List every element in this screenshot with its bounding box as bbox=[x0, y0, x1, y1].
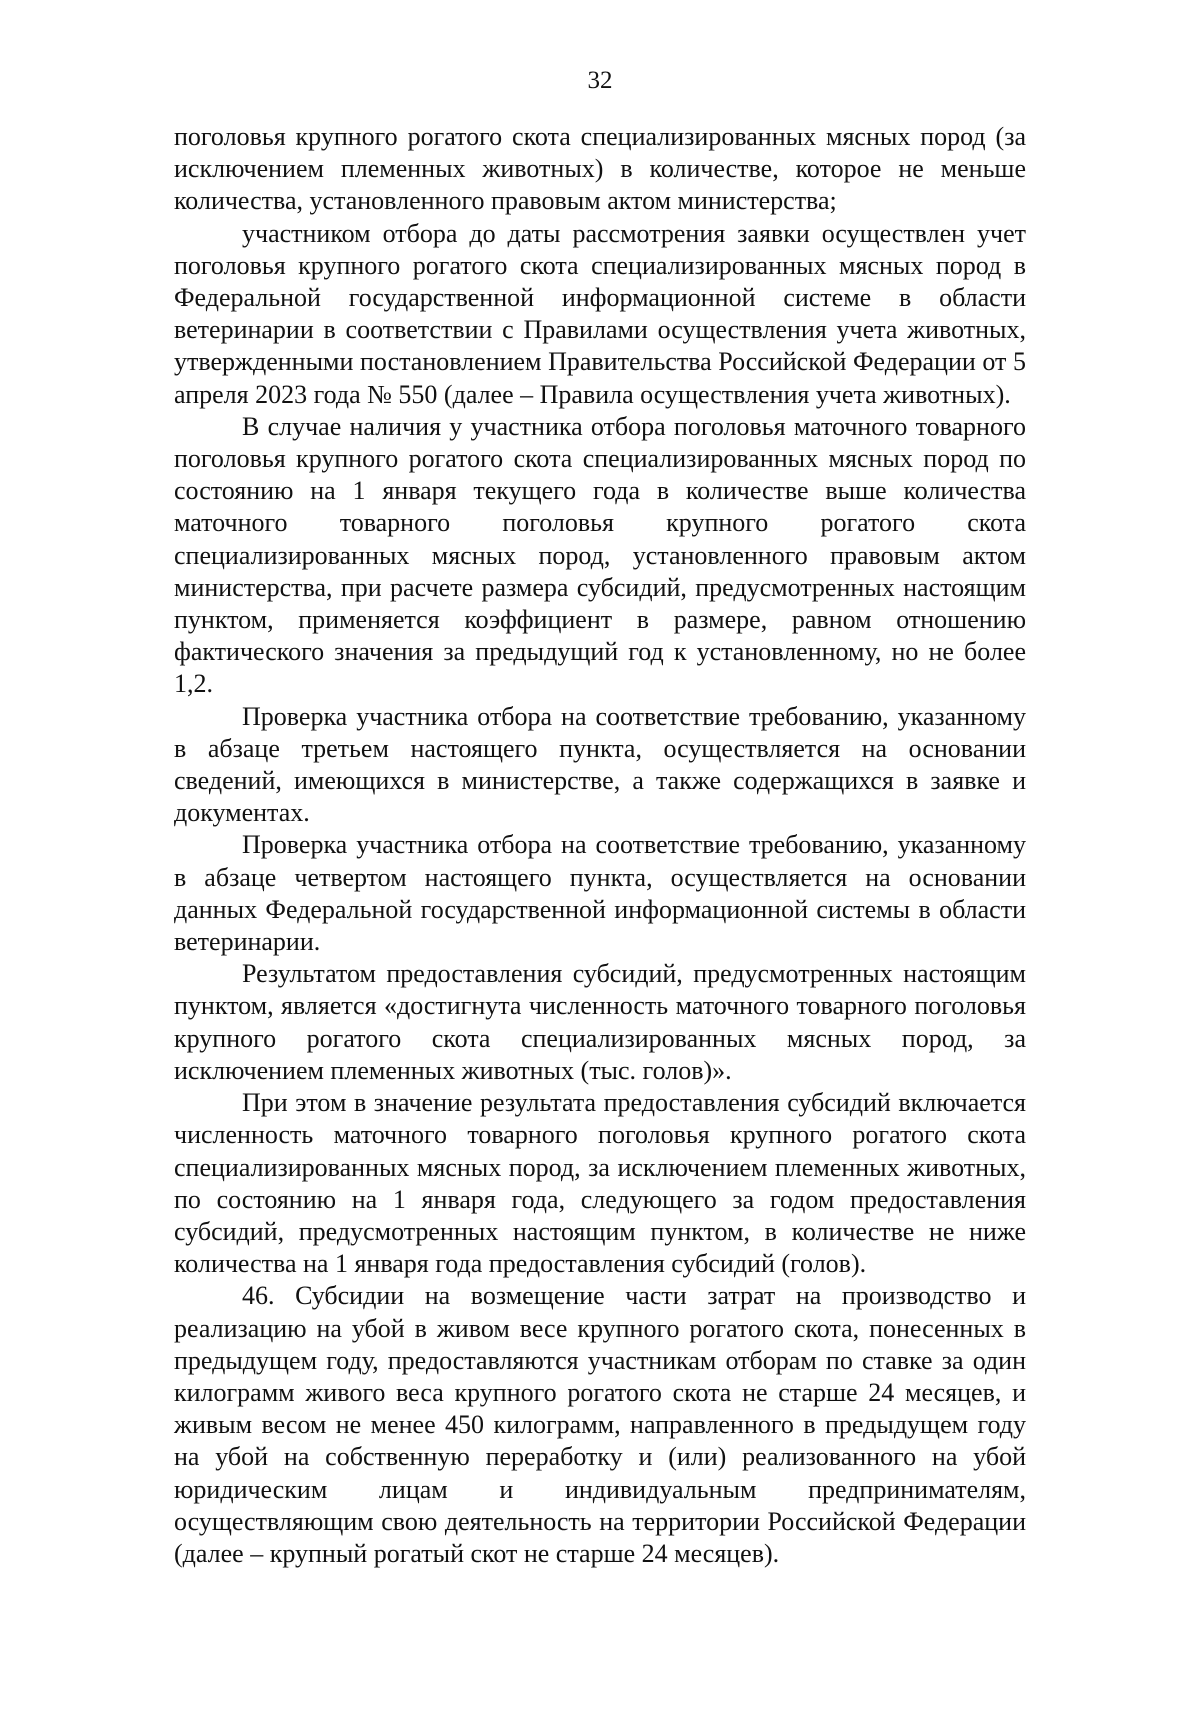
paragraph-subsidy-result: Результатом предоставления субсидий, предусмотренных настоящим пунктом, является «достигнута численность маточного товарного поголовья крупного рогатого скота специализированных мясных пород, за исключением племенных животных (тыс. голов)». bbox=[174, 959, 1026, 1085]
paragraph-item-46: 46. Субсидии на возмещение части затрат на производство и реализацию на убой в живом весе крупного рогатого скота, понесенных в предыдущем году, предоставляются участникам отборам по ставке за один килограмм живого веса крупного рогатого скота не старше 24 месяцев, и живым весом не менее 450 килограмм, направленного в предыдущем году на убой на собственную переработку и (или) реализованного на убой юридическим лицам и индивидуальным предпринимателям, осуществляющим свою деятельность на территории Российской Федерации (далее – крупный рогатый скот не старше 24 месяцев). bbox=[174, 1281, 1026, 1568]
paragraph-result-value: При этом в значение результата предоставления субсидий включается численность маточного товарного поголовья крупного рогатого скота специализированных мясных пород, за исключением племенных животных, по состоянию на 1 января года, следующего за годом предоставления субсидий, предусмотренных настоящим пунктом, в количестве не ниже количества на 1 января года предоставления субсидий (голов). bbox=[174, 1088, 1026, 1279]
paragraph-animal-registration: участником отбора до даты рассмотрения заявки осуществлен учет поголовья крупного рогатого скота специализированных мясных пород в Федеральной государственной информационной системе в области ветеринарии в соответствии с Правилами осуществления учета животных, утвержденными постановлением Правительства Российской Федерации от 5 апреля 2023 года № 550 (далее – Правила осуществления учета животных). bbox=[174, 218, 1026, 409]
document-body bbox=[174, 121, 1026, 1570]
paragraph-check-third-clause: Проверка участника отбора на соответствие требованию, указанному в абзаце третьем настоящего пункта, осуществляется на основании сведений, имеющихся в министерстве, а также содержащихся в заявке и документах. bbox=[174, 701, 1026, 828]
page-number: 32 bbox=[587, 67, 613, 94]
paragraph-continuation: поголовья крупного рогатого скота специализированных мясных пород (за исключением племенных животных) в количестве, которое не меньше количества, установленного правовым актом министерства; bbox=[174, 122, 1026, 216]
paragraph-coefficient: В случае наличия у участника отбора поголовья маточного товарного поголовья крупного рогатого скота специализированных мясных пород по состоянию на 1 января текущего года в количестве выше количества маточного товарного поголовья крупного рогатого скота специализированных мясных пород, установленного правовым актом министерства, при расчете размера субсидий, предусмотренных настоящим пунктом, применяется коэффициент в размере, равном отношению фактического значения за предыдущий год к установленному, но не более 1,2. bbox=[174, 411, 1026, 699]
paragraph-check-fourth-clause: Проверка участника отбора на соответствие требованию, указанному в абзаце четвертом настоящего пункта, осуществляется на основании данных Федеральной государственной информационной системы в области ветеринарии. bbox=[174, 830, 1026, 957]
